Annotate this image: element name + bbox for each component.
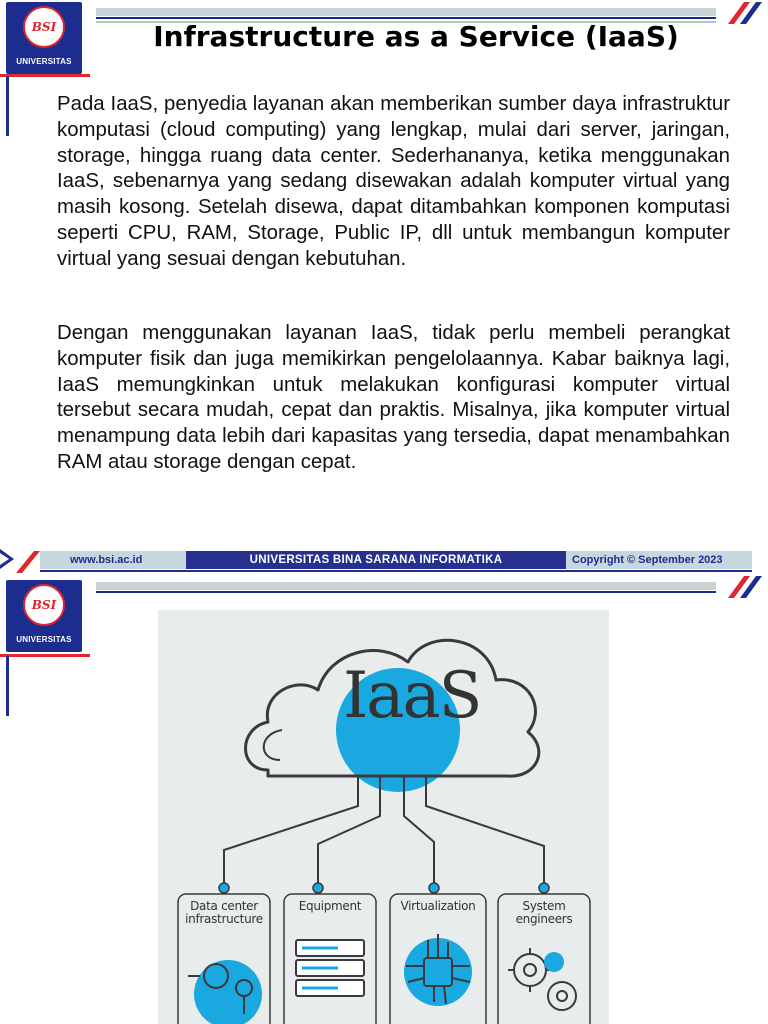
footer-stripe <box>40 570 752 572</box>
slide-2 <box>0 574 768 1024</box>
left-accent-red <box>0 654 90 657</box>
box-label-line: infrastructure <box>185 912 263 926</box>
box-label-equipment: Equipment <box>298 899 362 913</box>
left-accent-blue <box>6 656 9 716</box>
logo-caption: UNIVERSITAS <box>16 57 72 66</box>
logo-seal-text: BSI <box>31 20 57 34</box>
paragraph-2: Dengan menggunakan layanan IaaS, tidak perlu membeli perangkat komputer fisik dan juga memikirkan pengelolaannya. Kabar baiknya lagi, IaaS memungkinkan untuk melakukan konfigurasi komputer virtual tersebut secara mudah, cepat dan praktis. Misalnya, jika komputer virtual menampung data lebih dari kapasitas yang tersedia, dapat menambahkan RAM atau storage dengan cepat. <box>57 322 730 473</box>
top-bar-gray <box>96 582 716 590</box>
top-bar-gray <box>96 8 716 16</box>
cloud-iaas-text: IaaS <box>343 659 481 733</box>
left-accent-red <box>0 74 90 77</box>
gears-icon <box>508 948 576 1010</box>
top-bar-navy <box>96 17 716 19</box>
page-title: Infrastructure as a Service (IaaS) <box>153 20 679 53</box>
connector-lines <box>224 776 544 886</box>
box-label-data-center <box>180 900 268 926</box>
box-label-virtualization: Virtualization <box>400 899 476 913</box>
footer-left-chevron-decoration <box>0 545 44 573</box>
paragraph-1: Pada IaaS, penyedia layanan akan memberikan sumber daya infrastruktur komputasi (cloud computing) yang lengkap, mulai dari server, jaringan, storage, hingga ruang data center. Sederhananya, ketika menggunakan IaaS, sebenarnya yang sedang disewakan adalah komputer virtual yang masih kosong. Setelah disewa, dapat ditambahkan komponen komputasi seperti CPU, RAM, Storage, Public IP, dll untuk membangun komputer virtual yang sesuai dengan kebutuhan. <box>57 93 730 270</box>
footer <box>0 545 768 573</box>
connector-dots <box>219 883 549 893</box>
footer-url-link[interactable]: www.bsi.ac.id <box>70 554 143 566</box>
box-label-line: Data center <box>190 899 258 913</box>
box-label-system-engineers: System engineers <box>515 899 573 926</box>
university-logo <box>6 2 82 74</box>
footer-copyright: Copyright © September 2023 <box>572 554 723 566</box>
logo-seal <box>23 6 65 48</box>
logo-seal-text: BSI <box>31 598 57 612</box>
university-logo <box>6 580 82 652</box>
footer-university-name: UNIVERSITAS BINA SARANA INFORMATIKA <box>186 551 566 569</box>
iaas-illustration <box>158 610 609 1024</box>
top-bar-navy <box>96 591 716 593</box>
logo-caption: UNIVERSITAS <box>16 635 72 644</box>
logo-seal <box>23 584 65 626</box>
corner-chevron-decoration <box>708 574 768 598</box>
left-accent-blue <box>6 76 9 136</box>
